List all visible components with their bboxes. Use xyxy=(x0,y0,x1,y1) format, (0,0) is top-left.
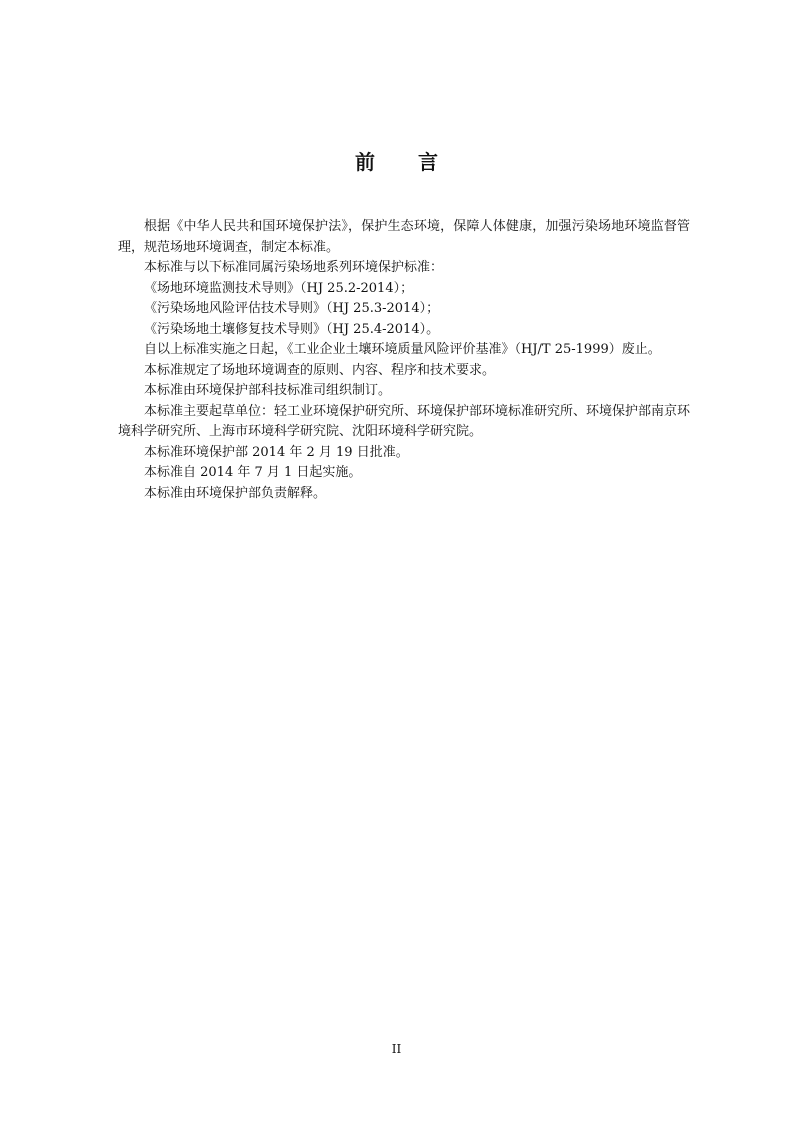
paragraph-scope: 本标准规定了场地环境调查的原则、内容、程序和技术要求。 xyxy=(144,362,496,378)
paragraph-drafters: 本标准主要起草单位：轻工业环境保护研究所、环境保护部环境标准研究所、环境保护部南京环境科学研究所、上海市环境科学研究院、沈阳环境科学研究院。 xyxy=(118,403,691,439)
page-title: 前 言 xyxy=(355,150,456,174)
paragraph-organizer: 本标准由环境保护部科技标准司组织制订。 xyxy=(144,383,392,398)
page-number: II xyxy=(391,1042,402,1056)
foreword-body xyxy=(118,217,690,504)
paragraph-interpretation: 本标准由环境保护部负责解释。 xyxy=(144,485,327,501)
paragraph-basis: 根据《中华人民共和国环境保护法》，保护生态环境，保障人体健康，加强污染场地环境监督管理，规范场地环境调查，制定本标准。 xyxy=(118,219,690,255)
paragraph-effective: 本标准自 2014 年 7 月 1 日起实施。 xyxy=(144,465,362,480)
paragraph-series-item: 《场地环境监测技术导则》（HJ 25.2-2014）； xyxy=(144,280,414,296)
paragraph-series-intro: 本标准与以下标准同属污染场地系列环境保护标准： xyxy=(144,260,444,275)
paragraph-series-item: 《污染场地土壤修复技术导则》（HJ 25.4-2014）。 xyxy=(144,321,440,337)
paragraph-repeal: 自以上标准实施之日起，《工业企业土壤环境质量风险评价基准》（HJ/T 25-1999）废止。 xyxy=(144,342,661,357)
paragraph-series-item: 《污染场地风险评估技术导则》（HJ 25.3-2014）； xyxy=(144,301,440,316)
paragraph-approval: 本标准环境保护部 2014 年 2 月 19 日批准。 xyxy=(144,444,409,460)
